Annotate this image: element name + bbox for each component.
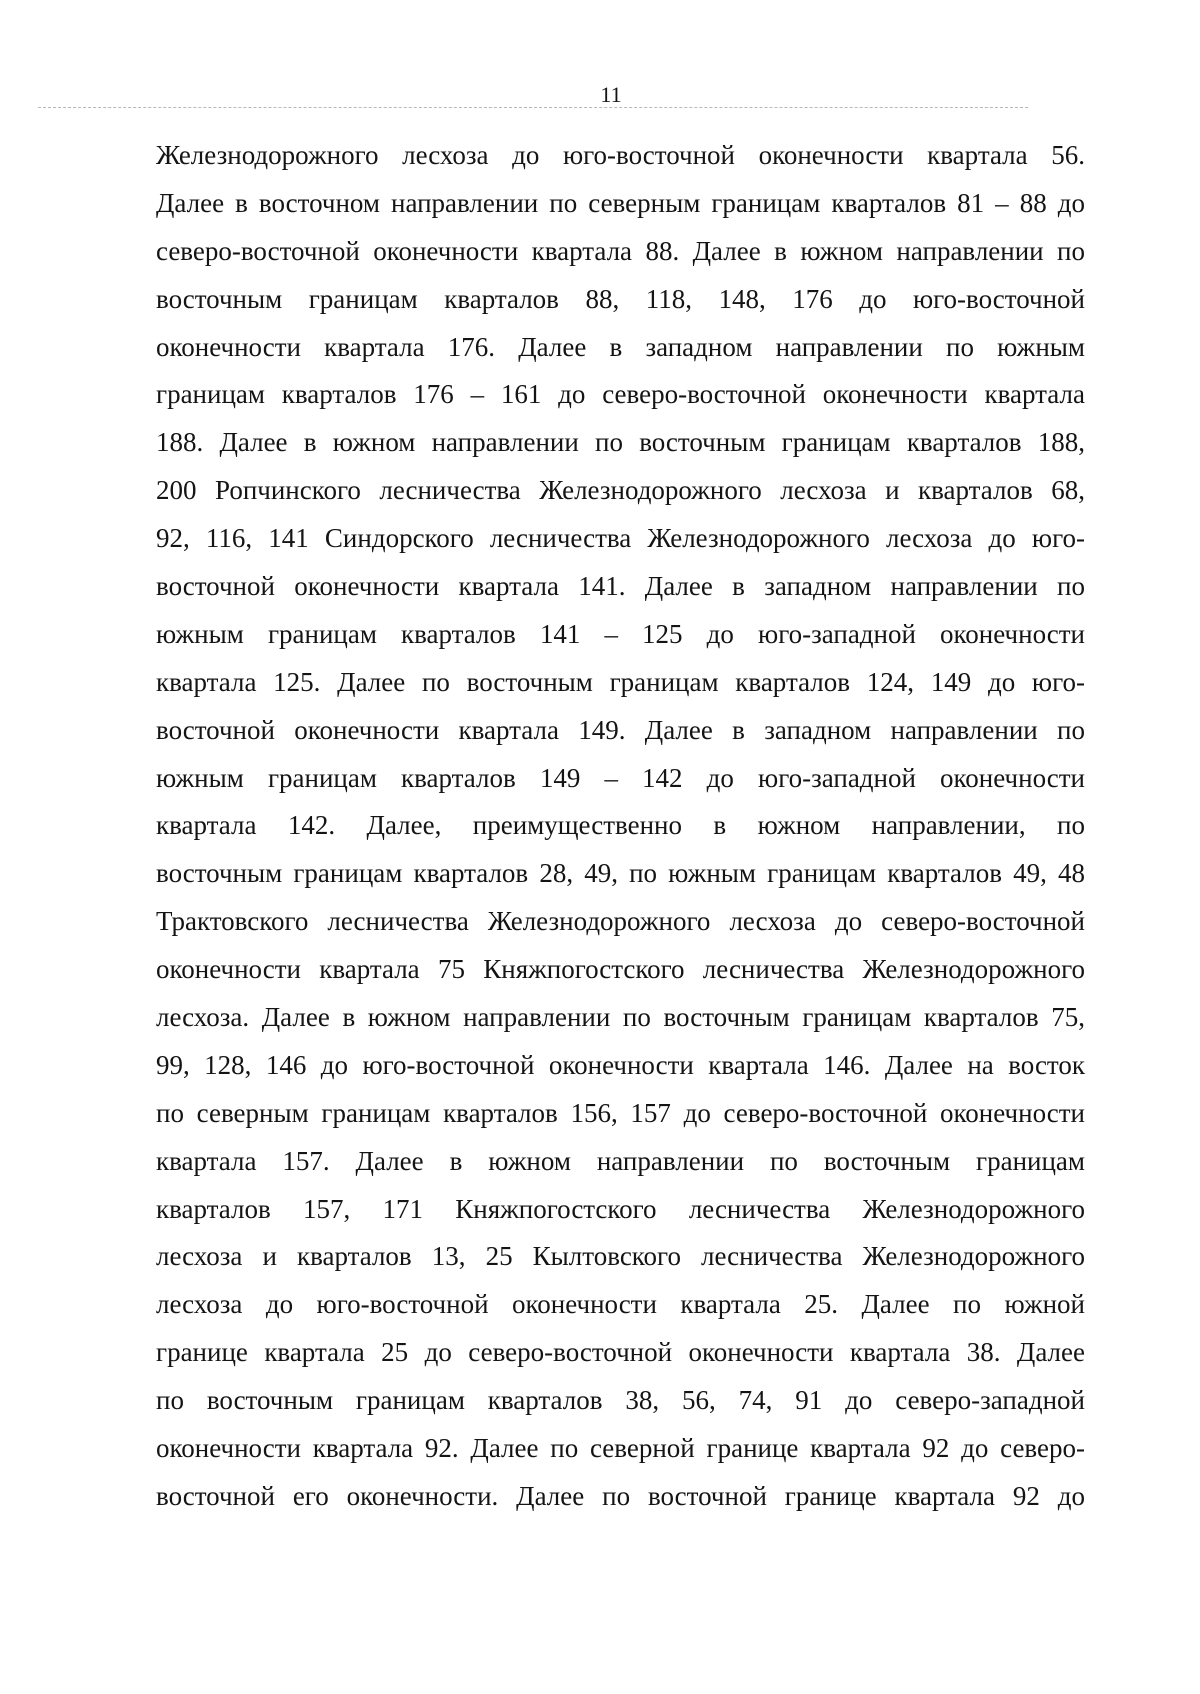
text-line: 188. Далее в южном направлении по восточным границам кварталов 188, <box>156 427 1085 458</box>
text-line: по восточным границам кварталов 38, 56, 74, 91 до северо-западной <box>156 1385 1085 1416</box>
text-line: квартала 157. Далее в южном направлении по восточным границам <box>156 1145 1085 1176</box>
text-line: 200 Ропчинского лесничества Железнодорожного лесхоза и кварталов 68, <box>156 475 1085 506</box>
text-line: восточной оконечности квартала 141. Далее в западном направлении по <box>156 571 1085 602</box>
text-line: квартала 125. Далее по восточным границам кварталов 124, 149 до юго- <box>156 666 1085 697</box>
text-line: по северным границам кварталов 156, 157 до северо-восточной оконечности <box>156 1097 1085 1128</box>
body-text <box>156 132 1085 1521</box>
text-line: восточной оконечности квартала 149. Далее в западном направлении по <box>156 714 1085 745</box>
text-line: 92, 116, 141 Синдорского лесничества Железнодорожного лесхоза до юго- <box>156 523 1085 554</box>
text-line: Трактовского лесничества Железнодорожного лесхоза до северо-восточной <box>156 906 1085 937</box>
text-line: оконечности квартала 75 Княжпогостского лесничества Железнодорожного <box>156 954 1085 985</box>
header-rule <box>38 107 1028 108</box>
text-line: южным границам кварталов 141 – 125 до юго-западной оконечности <box>156 618 1085 649</box>
text-line: границам кварталов 176 – 161 до северо-восточной оконечности квартала <box>156 379 1085 410</box>
text-line: лесхоза до юго-восточной оконечности квартала 25. Далее по южной <box>156 1289 1085 1320</box>
text-line: Железнодорожного лесхоза до юго-восточной оконечности квартала 56. <box>156 140 1085 170</box>
text-line: лесхоза. Далее в южном направлении по восточным границам кварталов 75, <box>156 1002 1085 1033</box>
text-line: оконечности квартала 92. Далее по северной границе квартала 92 до северо- <box>156 1433 1085 1464</box>
text-line: восточным границам кварталов 28, 49, по южным границам кварталов 49, 48 <box>156 858 1085 889</box>
text-line: оконечности квартала 176. Далее в западном направлении по южным <box>156 331 1085 362</box>
text-line: Далее в восточном направлении по северным границам кварталов 81 – 88 до <box>156 187 1085 218</box>
page-number: 11 <box>600 82 622 107</box>
text-line: квартала 142. Далее, преимущественно в южном направлении, по <box>156 810 1085 841</box>
text-line: 99, 128, 146 до юго-восточной оконечности квартала 146. Далее на восток <box>156 1049 1085 1080</box>
text-line: кварталов 157, 171 Княжпогостского лесничества Железнодорожного <box>156 1193 1085 1224</box>
text-line: границе квартала 25 до северо-восточной оконечности квартала 38. Далее <box>156 1337 1085 1368</box>
text-line: восточным границам кварталов 88, 118, 148, 176 до юго-восточной <box>156 283 1085 314</box>
text-line: южным границам кварталов 149 – 142 до юго-западной оконечности <box>156 762 1085 793</box>
text-line: восточной его оконечности. Далее по восточной границе квартала 92 до <box>156 1480 1085 1511</box>
text-line: северо-восточной оконечности квартала 88. Далее в южном направлении по <box>156 235 1085 266</box>
text-line: лесхоза и кварталов 13, 25 Кылтовского лесничества Железнодорожного <box>156 1241 1085 1272</box>
